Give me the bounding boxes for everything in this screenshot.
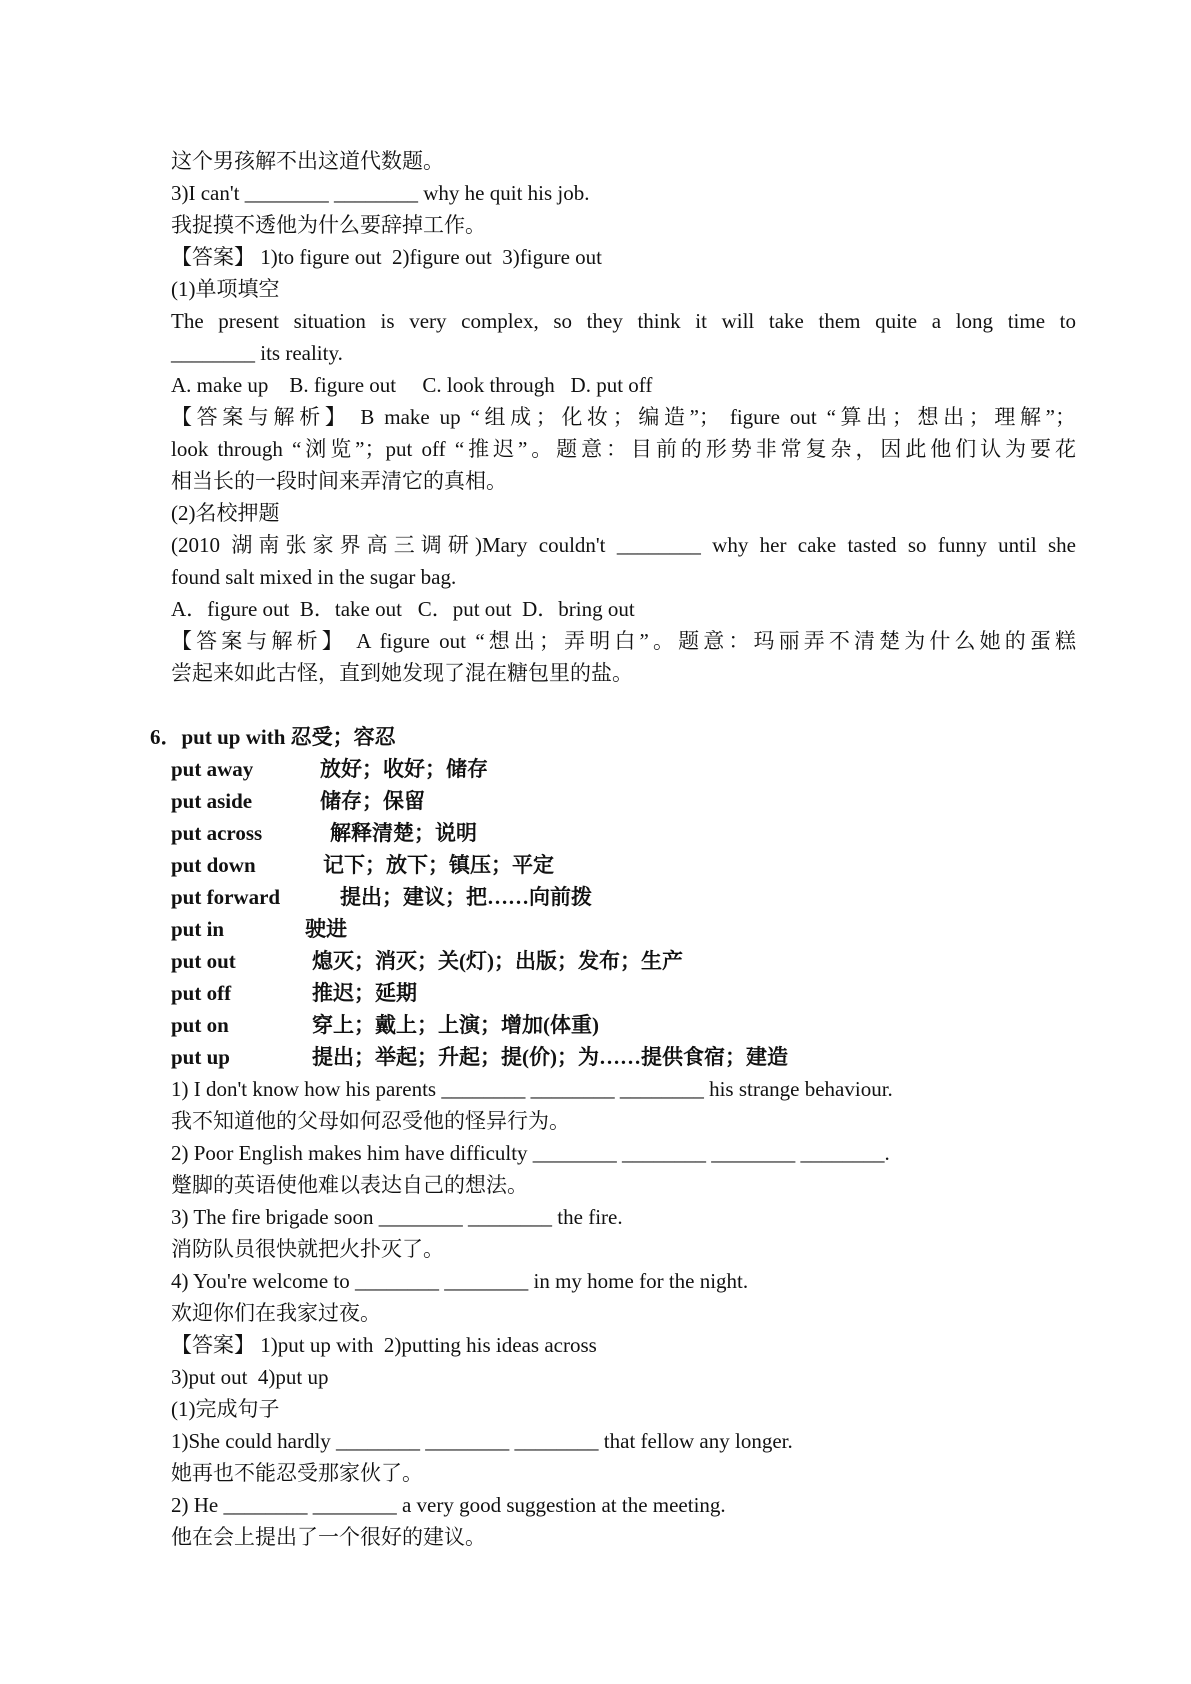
text-line: 蹩脚的英语使他难以表达自己的想法。 bbox=[171, 1173, 528, 1197]
phrase-meaning: 推迟；延期 bbox=[312, 981, 417, 1005]
text-line: 她再也不能忍受那家伙了。 bbox=[171, 1461, 423, 1485]
phrase-meaning: 储存；保留 bbox=[320, 789, 425, 813]
subsection-label: (1)完成句子 bbox=[171, 1397, 280, 1421]
answer-line: 【答案】 1)put up with 2)putting his ideas across bbox=[171, 1333, 597, 1357]
subsection-label: (2)名校押题 bbox=[171, 501, 280, 525]
answer-options: A．figure out B．take out C．put out D．bring out bbox=[171, 597, 635, 621]
question-text: found salt mixed in the sugar bag. bbox=[171, 565, 457, 589]
answer-explanation: 相当长的一段时间来弄清它的真相。 bbox=[171, 469, 507, 493]
question-text: ________ its reality. bbox=[171, 341, 343, 365]
answer-line: 【答案】 1)to figure out 2)figure out 3)figure out bbox=[171, 245, 602, 269]
phrase-meaning: 记下；放下；镇压；平定 bbox=[323, 853, 554, 877]
phrase-term: put down bbox=[171, 853, 256, 877]
question-text: The present situation is very complex, so they think it will take them quite a long time to bbox=[171, 309, 1076, 333]
exercise-sentence: 1) I don't know how his parents ________ ________ ________ his strange behaviour. bbox=[171, 1077, 893, 1101]
phrase-term: put away bbox=[171, 757, 254, 781]
answer-options: A. make up B. figure out C. look through D. put off bbox=[171, 373, 653, 397]
text-line: 消防队员很快就把火扑灭了。 bbox=[171, 1237, 444, 1261]
phrase-meaning: 提出；建议；把……向前拨 bbox=[340, 885, 592, 909]
phrase-term: put across bbox=[171, 821, 263, 845]
exercise-sentence: 4) You're welcome to ________ ________ in my home for the night. bbox=[171, 1269, 749, 1293]
phrase-term: put in bbox=[171, 917, 225, 941]
exercise-sentence: 3)I can't ________ ________ why he quit his job. bbox=[171, 181, 590, 205]
phrase-term: put forward bbox=[171, 885, 281, 909]
phrase-term: put out bbox=[171, 949, 236, 973]
text-line: 我捉摸不透他为什么要辞掉工作。 bbox=[171, 213, 486, 237]
answer-explanation: 尝起来如此古怪，直到她发现了混在糖包里的盐。 bbox=[171, 661, 633, 685]
phrase-meaning: 穿上；戴上；上演；增加(体重) bbox=[312, 1013, 599, 1037]
text-line: 我不知道他的父母如何忍受他的怪异行为。 bbox=[171, 1109, 570, 1133]
phrase-term: put on bbox=[171, 1013, 229, 1037]
exercise-sentence: 1)She could hardly ________ ________ ________ that fellow any longer. bbox=[171, 1429, 793, 1453]
answer-line: 3)put out 4)put up bbox=[171, 1365, 329, 1389]
subsection-label: (1)单项填空 bbox=[171, 277, 280, 301]
phrase-meaning: 解释清楚；说明 bbox=[330, 821, 477, 845]
phrase-meaning: 提出；举起；升起；提(价)；为……提供食宿；建造 bbox=[312, 1045, 788, 1069]
text-line: 欢迎你们在我家过夜。 bbox=[171, 1301, 381, 1325]
answer-explanation: 【答案与解析】 A figure out “想出；弄明白”。题意：玛丽弄不清楚为什么她的蛋糕 bbox=[171, 629, 1076, 653]
question-text: (2010 湖南张家界高三调研)Mary couldn't ________ why her cake tasted so funny until she bbox=[171, 533, 1076, 557]
phrase-meaning: 熄灭；消灭；关(灯)；出版；发布；生产 bbox=[312, 949, 683, 973]
phrase-meaning: 放好；收好；储存 bbox=[320, 757, 488, 781]
exercise-sentence: 3) The fire brigade soon ________ ________ the fire. bbox=[171, 1205, 623, 1229]
phrase-term: put up bbox=[171, 1045, 230, 1069]
exercise-sentence: 2) He ________ ________ a very good suggestion at the meeting. bbox=[171, 1493, 726, 1517]
answer-explanation: 【答案与解析】 B make up “组成；化妆；编造”； figure out “算出；想出；理解”； bbox=[171, 405, 1076, 429]
text-line: 这个男孩解不出这道代数题。 bbox=[171, 149, 444, 173]
answer-explanation: look through “浏览”；put off “推迟”。题意：目前的形势非常复杂，因此他们认为要花 bbox=[171, 437, 1076, 461]
phrase-term: put aside bbox=[171, 789, 253, 813]
text-line: 他在会上提出了一个很好的建议。 bbox=[171, 1525, 486, 1549]
section-heading: 6．put up with 忍受；容忍 bbox=[150, 725, 396, 749]
phrase-meaning: 驶进 bbox=[305, 917, 347, 941]
exercise-sentence: 2) Poor English makes him have difficulty ________ ________ ________ ________. bbox=[171, 1141, 890, 1165]
phrase-term: put off bbox=[171, 981, 232, 1005]
